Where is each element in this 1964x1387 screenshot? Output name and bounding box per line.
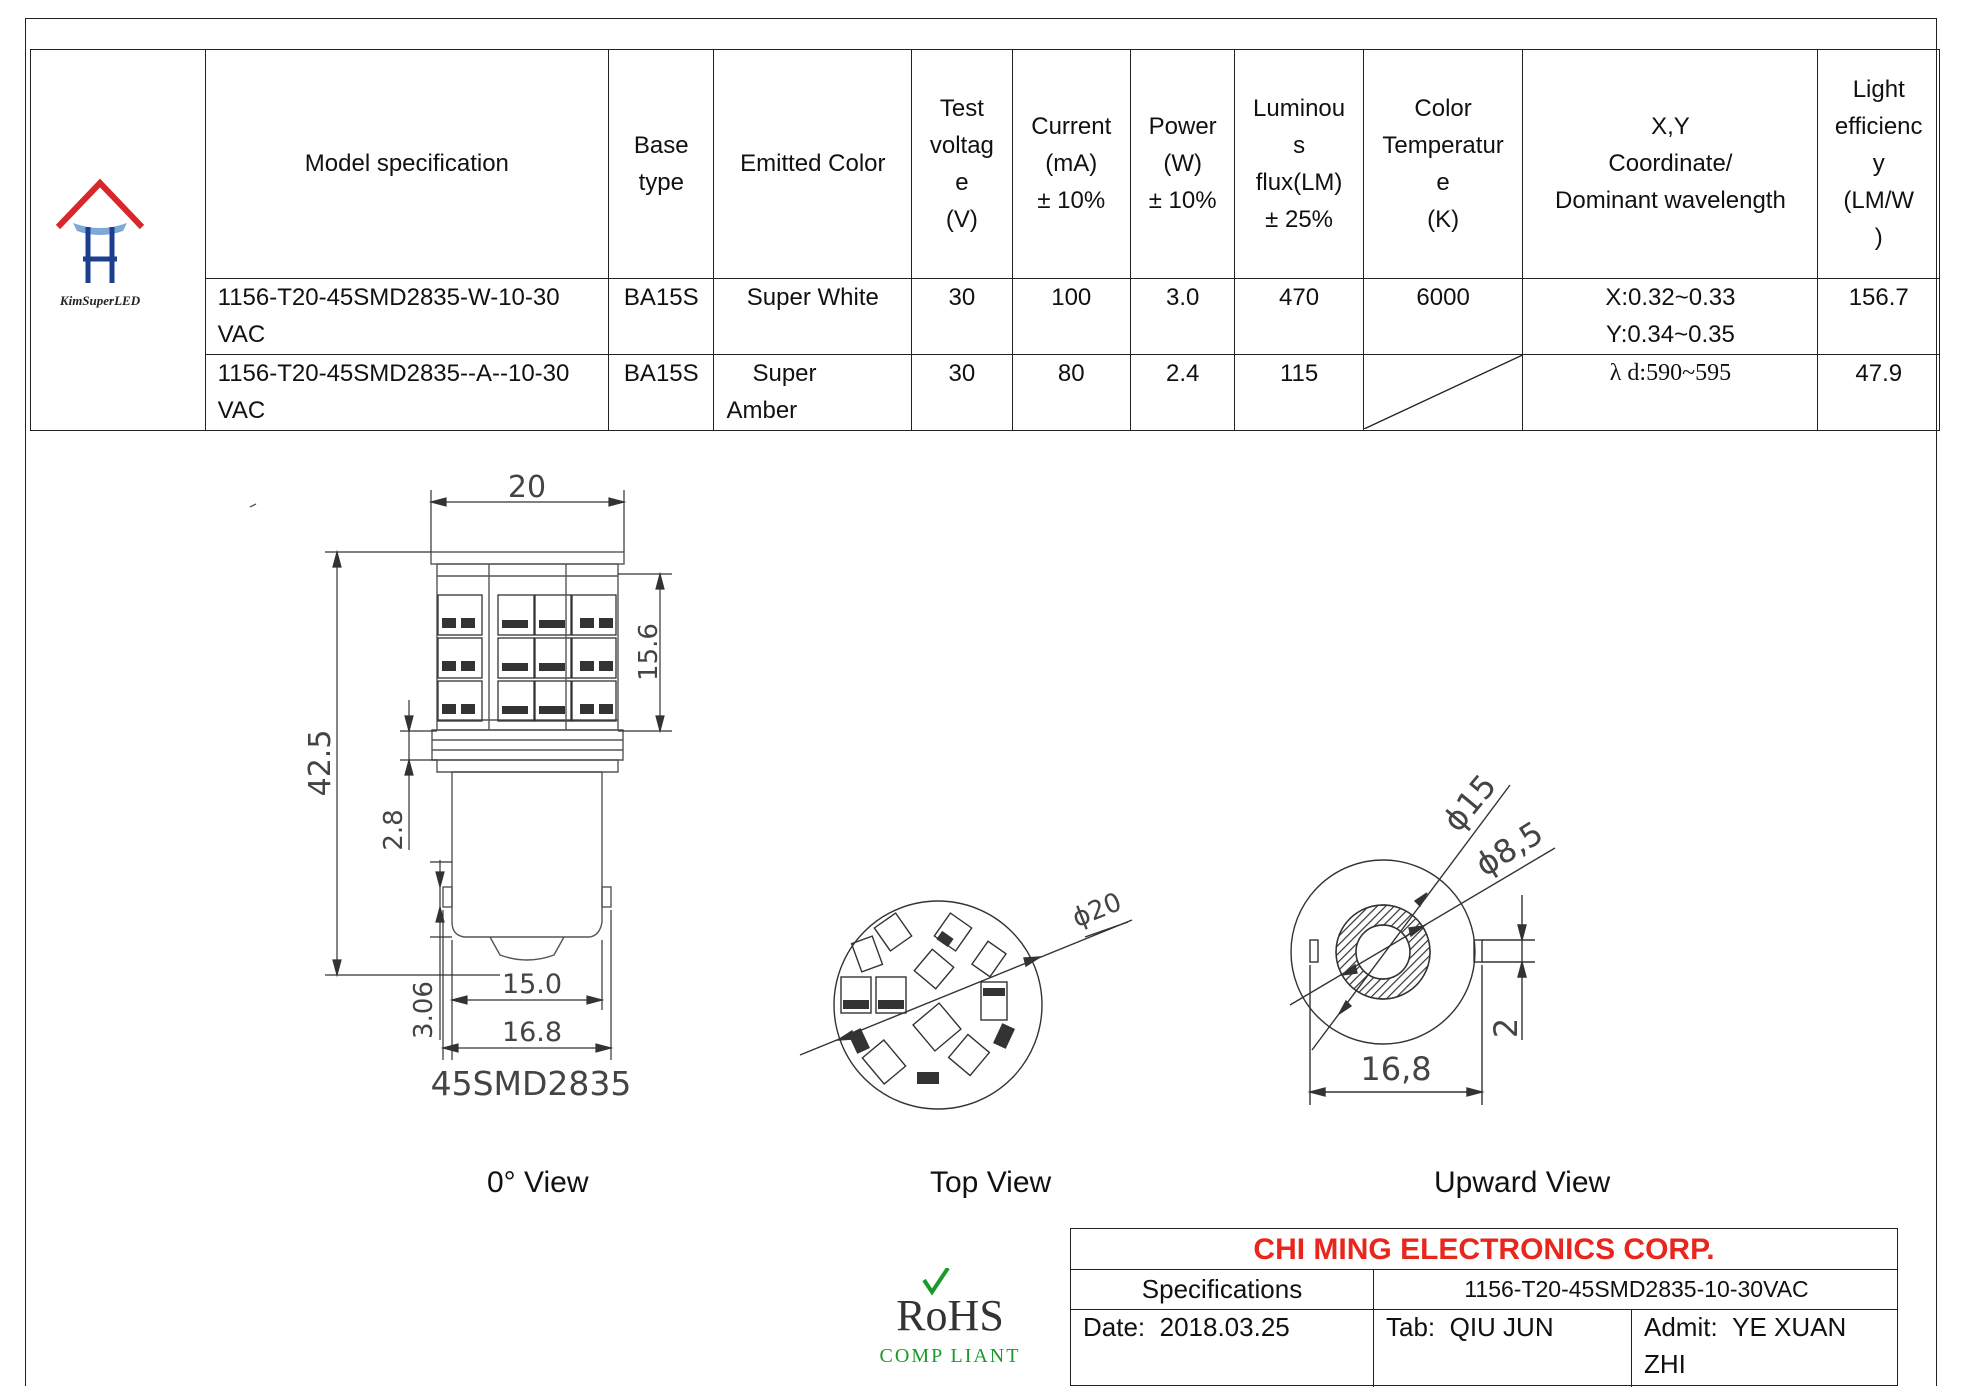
dim-upward-pin: 2 — [1487, 1017, 1525, 1039]
spec-value: 1156-T20-45SMD2835-10-30VAC — [1464, 1276, 1809, 1302]
header-power: Power (W) ± 10% — [1130, 50, 1234, 279]
header-color: Emitted Color — [714, 50, 912, 279]
dim-base-outer: 16.8 — [501, 1017, 563, 1048]
header-flux: Luminou s flux(LM) ± 25% — [1235, 50, 1363, 279]
dim-inner-diameter: ϕ8,5 — [1468, 813, 1550, 884]
header-voltage: Test voltag e (V) — [912, 50, 1012, 279]
cell-model: 1156-T20-45SMD2835--A--10-30 VAC — [205, 354, 608, 430]
title-block-approval-row — [1071, 1309, 1897, 1387]
side-view — [303, 470, 672, 1103]
spec-label: Specifications — [1071, 1269, 1374, 1309]
dim-top-diameter: ϕ20 — [1068, 887, 1126, 934]
rohs-mark: RoHS — [896, 1291, 1004, 1340]
cell-xy: X:0.32~0.33 Y:0.34~0.35 — [1523, 278, 1818, 354]
tab-label: Tab: — [1386, 1312, 1436, 1342]
tab-cell — [1374, 1309, 1632, 1387]
cell-current: 80 — [1012, 354, 1130, 430]
cell-xy: λ d:590~595 — [1523, 354, 1818, 430]
header-efficiency: Light efficienc y (LM/W ) — [1818, 50, 1940, 279]
dim-groove: 2.8 — [379, 809, 409, 851]
admit-cell — [1632, 1309, 1899, 1387]
cell-cct: 6000 — [1363, 278, 1523, 354]
cell-efficiency: 47.9 — [1818, 354, 1940, 430]
tab-value: QIU JUN — [1449, 1312, 1554, 1342]
cell-voltage: 30 — [912, 354, 1012, 430]
dim-outer-diameter: ϕ15 — [1435, 767, 1504, 839]
rohs-sub: COMP LIANT — [880, 1345, 1020, 1367]
title-block-spec-row — [1071, 1269, 1897, 1310]
cell-power: 3.0 — [1130, 278, 1234, 354]
company-name: CHI MING ELECTRONICS CORP. — [1071, 1229, 1897, 1270]
date-label: Date: — [1083, 1312, 1146, 1342]
cell-base: BA15S — [609, 354, 714, 430]
admit-value-cont: ZHI — [1644, 1349, 1686, 1379]
cell-color: Super Amber — [714, 354, 912, 430]
part-number: 45SMD2835 — [430, 1064, 632, 1103]
label-side-view: 0° View — [487, 1166, 589, 1199]
title-block — [1070, 1228, 1898, 1386]
label-upward-view: Upward View — [1434, 1166, 1611, 1199]
rohs-badge — [880, 1268, 1020, 1368]
header-model: Model specification — [205, 50, 608, 279]
top-view — [800, 887, 1132, 1109]
cell-model: 1156-T20-45SMD2835-W-10-30 VAC — [205, 278, 608, 354]
cell-flux: 470 — [1235, 278, 1363, 354]
header-cct: Color Temperatur e (K) — [1363, 50, 1523, 279]
dim-height: 42.5 — [303, 729, 338, 797]
dim-upward-width: 16,8 — [1360, 1050, 1432, 1088]
rohs-check-icon — [880, 1268, 1020, 1368]
upward-view — [1290, 767, 1555, 1105]
logo-text: KimSuperLED — [59, 293, 140, 308]
cell-current: 100 — [1012, 278, 1130, 354]
header-base: Base type — [609, 50, 714, 279]
cell-power: 2.4 — [1130, 354, 1234, 430]
date-cell — [1071, 1309, 1374, 1387]
cell-base: BA15S — [609, 278, 714, 354]
dim-led-zone: 15.6 — [634, 623, 664, 681]
cell-flux: 115 — [1235, 354, 1363, 430]
label-top-view: Top View — [930, 1166, 1052, 1199]
cell-efficiency: 156.7 — [1818, 278, 1940, 354]
cell-color: Super White — [714, 278, 912, 354]
header-xy: X,Y Coordinate/ Dominant wavelength — [1523, 50, 1818, 279]
admit-label: Admit: — [1644, 1312, 1718, 1342]
dim-width: 20 — [507, 470, 547, 505]
admit-value: YE XUAN — [1732, 1312, 1847, 1342]
cell-voltage: 30 — [912, 278, 1012, 354]
dim-base: 15.0 — [501, 969, 563, 1000]
date-value: 2018.03.25 — [1159, 1312, 1290, 1342]
dim-pin: 3.06 — [409, 981, 439, 1039]
header-current: Current (mA) ± 10% — [1012, 50, 1130, 279]
